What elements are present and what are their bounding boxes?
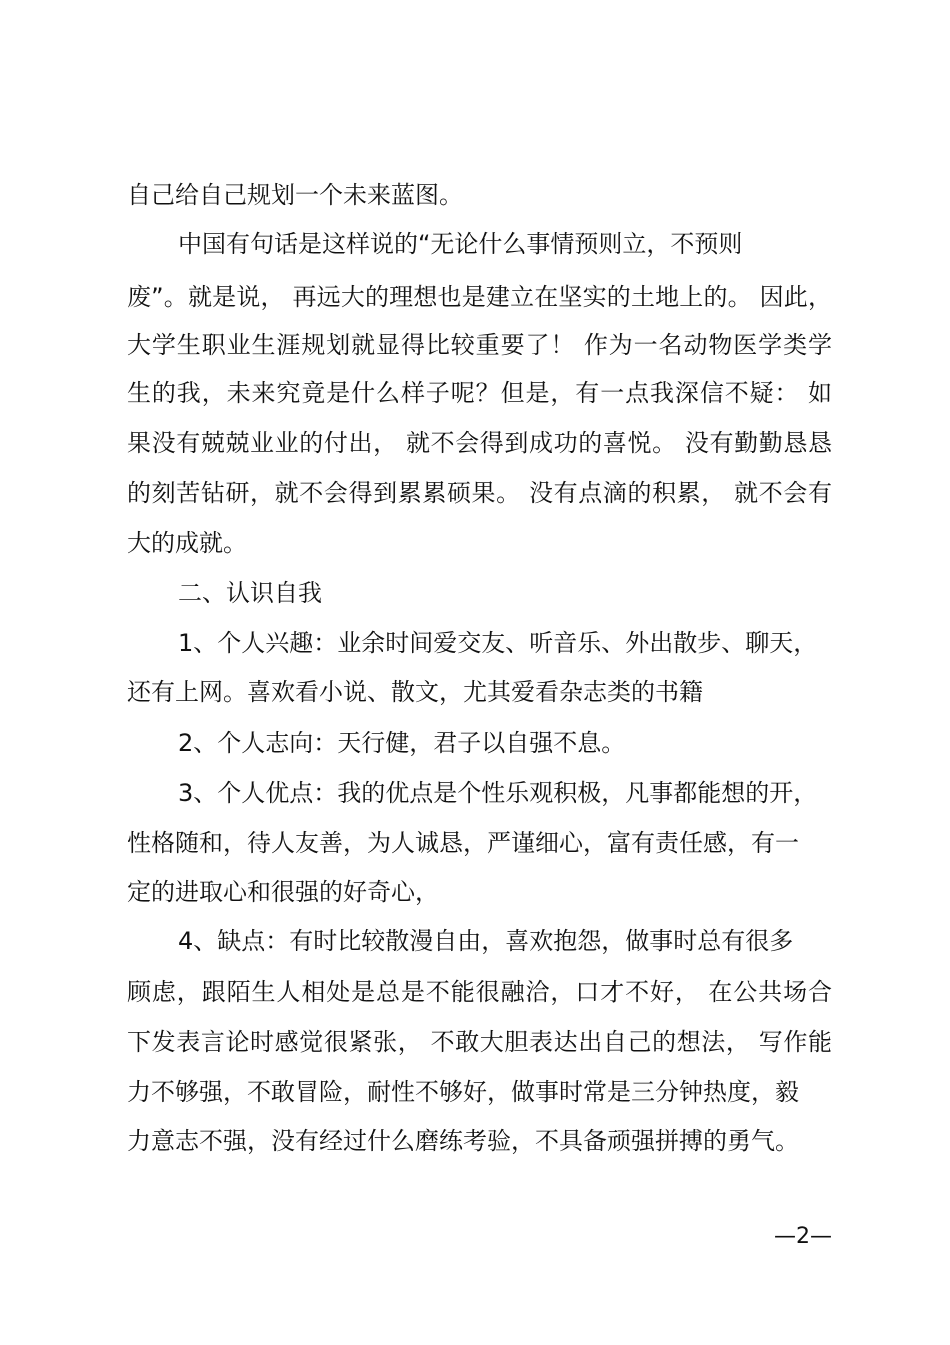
page-number: —2— (774, 1224, 832, 1249)
text-line: 1、个人兴趣：业余时间爱交友、听音乐、外出散步、聊天， (178, 629, 818, 657)
text-line: 3、个人优点：我的优点是个性乐观积极，凡事都能想的开， (178, 779, 818, 807)
text-line: 大的成就。 (127, 529, 247, 557)
text-line: 的刻苦钻研，就不会得到累累硕果。 没有点滴的积累， 就不会有 (127, 479, 832, 507)
text-line: 还有上网。喜欢看小说、散文，尤其爱看杂志类的书籍 (127, 678, 703, 706)
text-line: 果没有兢兢业业的付出， 就不会得到成功的喜悦。 没有勤勤恳恳 (127, 429, 832, 457)
text-line: 力意志不强，没有经过什么磨练考验，不具备顽强拼搏的勇气。 (127, 1127, 799, 1155)
text-line: 顾虑，跟陌生人相处是总是不能很融洽，口才不好， 在公共场合 (127, 978, 832, 1006)
text-line: 2、个人志向：天行健，君子以自强不息。 (178, 729, 626, 757)
text-line: 性格随和，待人友善，为人诚恳，严谨细心，富有责任感，有一 (127, 829, 799, 857)
text-line: 定的进取心和很强的好奇心， (127, 878, 439, 906)
text-line: 自己给自己规划一个未来蓝图。 (127, 181, 463, 209)
text-line: 大学生职业生涯规划就显得比较重要了！ 作为一名动物医学类学 (127, 331, 832, 359)
text-line: 生的我，未来究竟是什么样子呢？但是，有一点我深信不疑： 如 (127, 379, 832, 407)
text-line: 4、缺点：有时比较散漫自由，喜欢抱怨，做事时总有很多 (178, 927, 794, 955)
text-line: 废”。就是说， 再远大的理想也是建立在坚实的土地上的。 因此， (127, 283, 832, 311)
section-heading: 二、认识自我 (178, 579, 322, 607)
text-line: 力不够强，不敢冒险，耐性不够好，做事时常是三分钟热度，毅 (127, 1078, 799, 1106)
text-line: 中国有句话是这样说的“无论什么事情预则立，不预则 (178, 230, 743, 258)
text-line: 下发表言论时感觉很紧张， 不敢大胆表达出自己的想法， 写作能 (127, 1028, 832, 1056)
